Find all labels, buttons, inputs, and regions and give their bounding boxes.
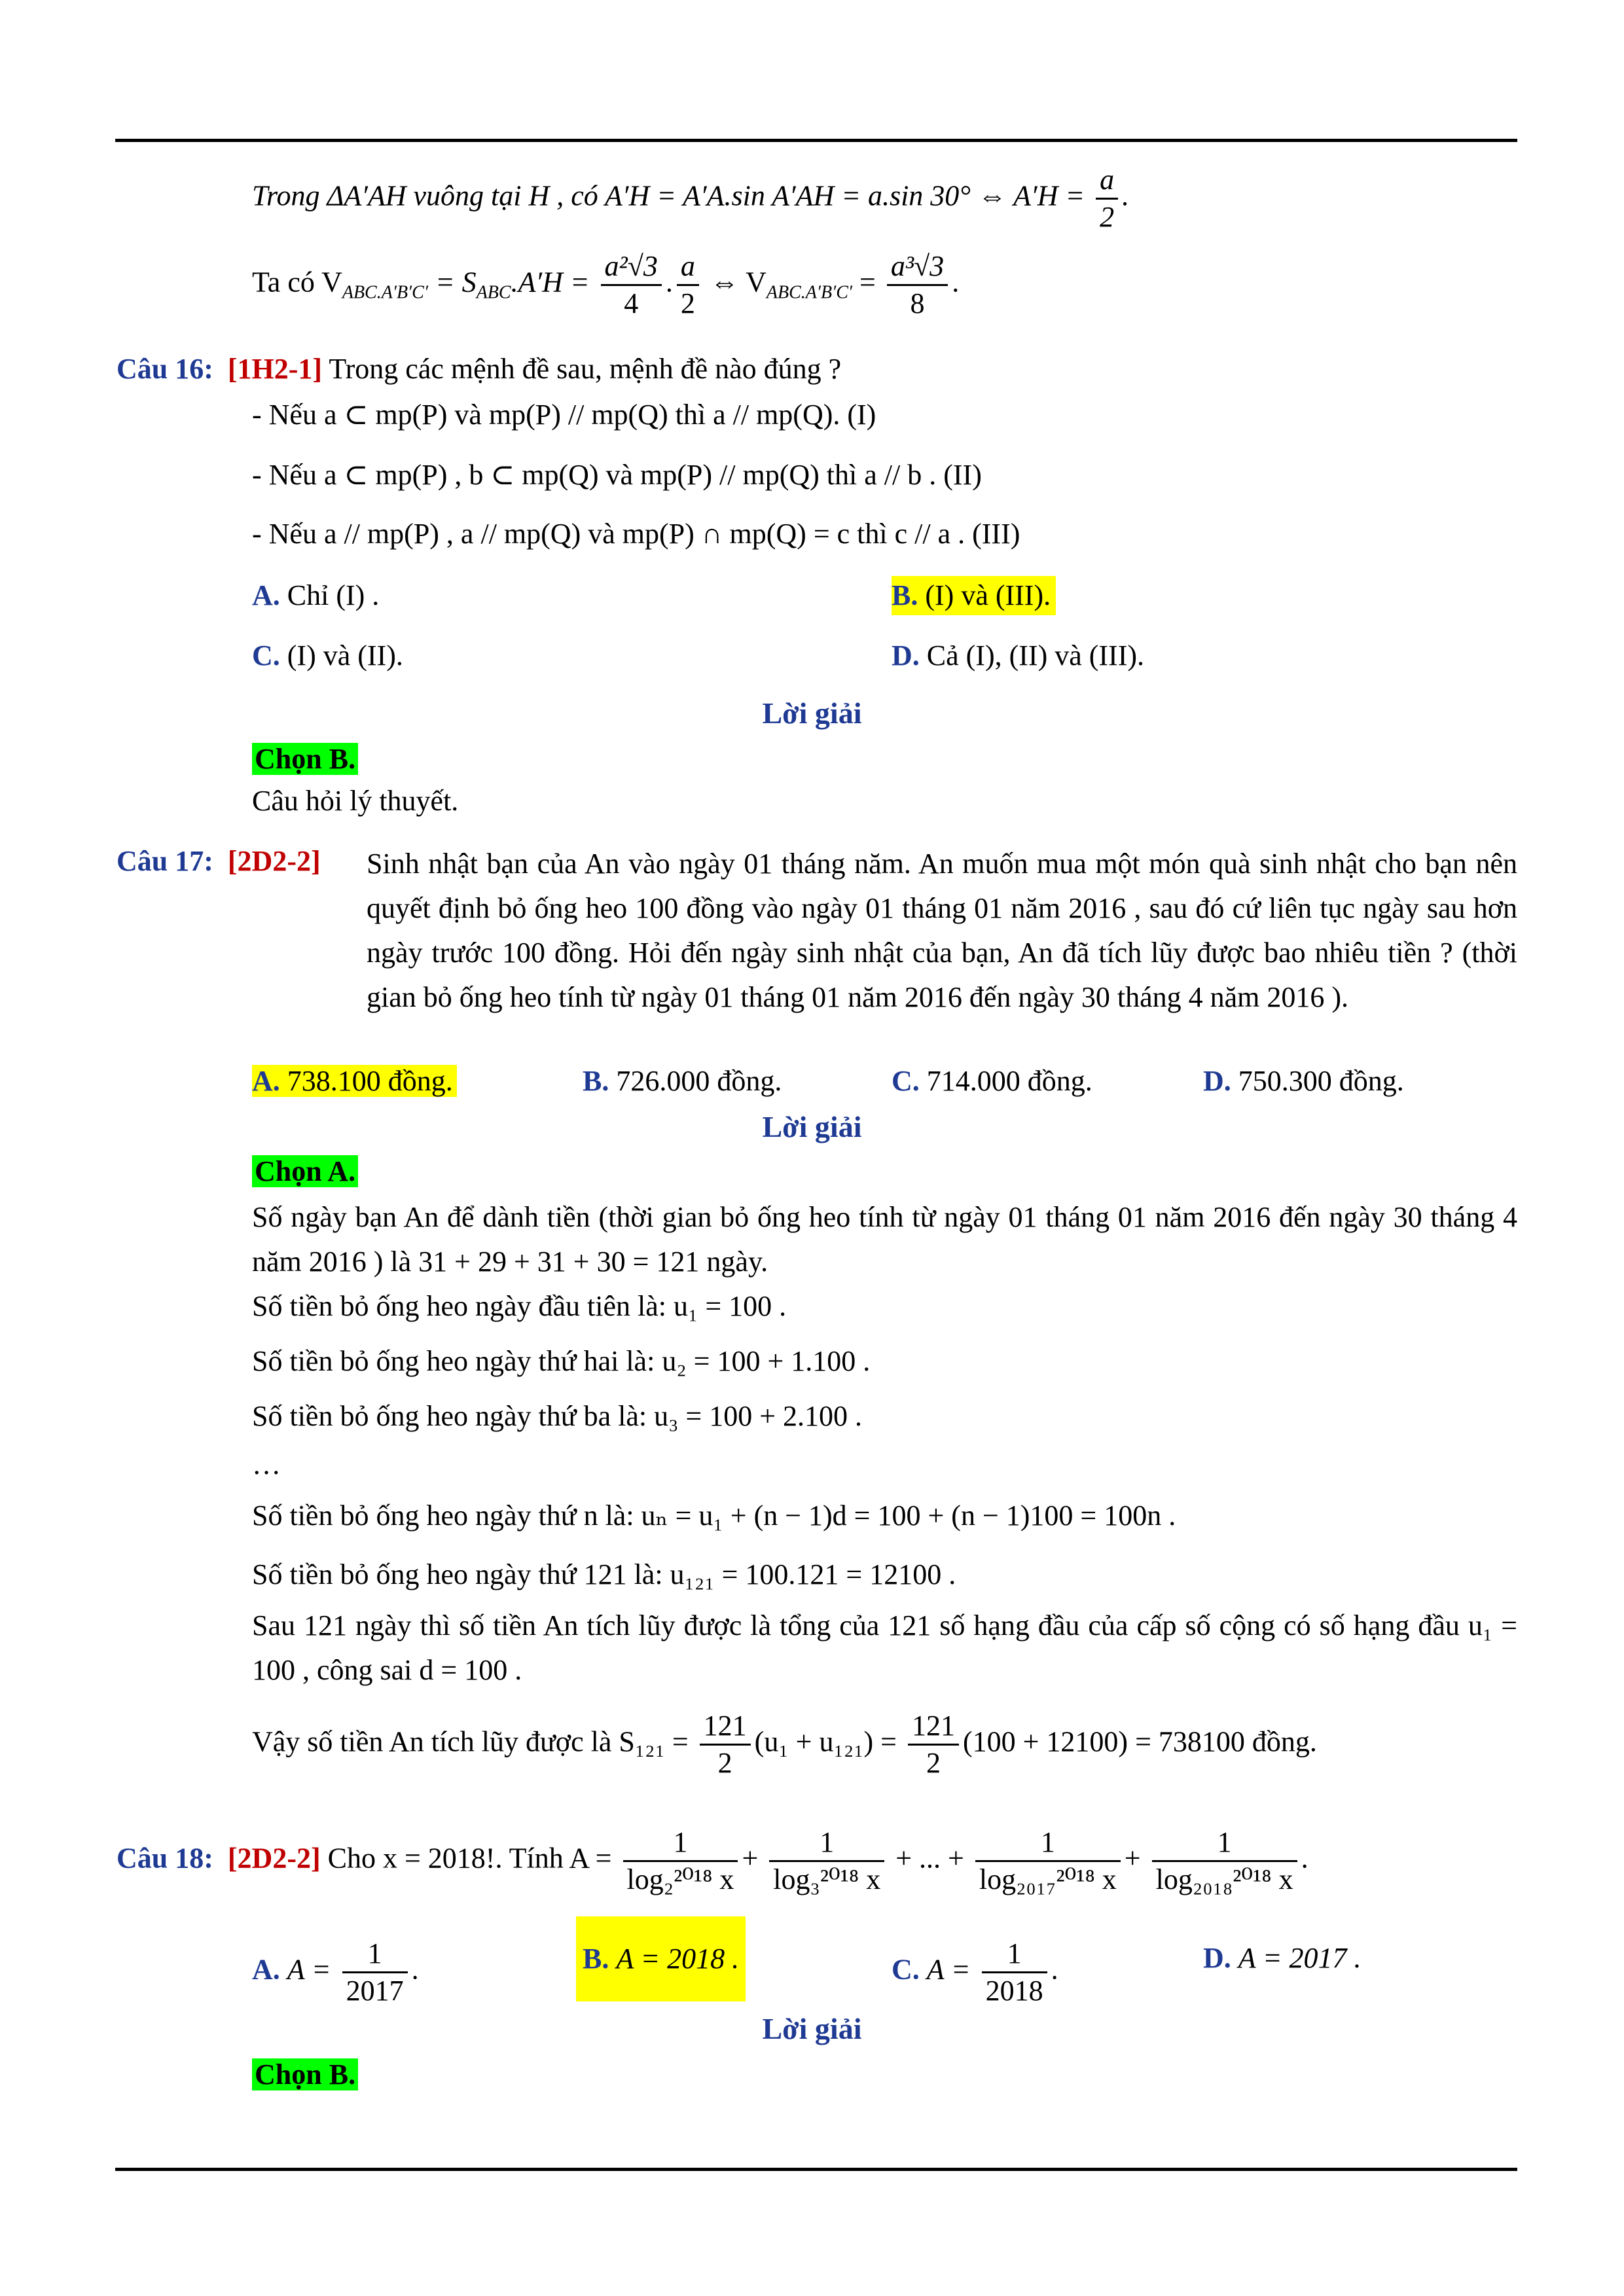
q16-choice: [252, 740, 358, 779]
q18-option-d-text: A = 2017 .: [1238, 1942, 1362, 1974]
q18-tag: [2D2-2]: [227, 1842, 321, 1874]
q16-option-b-text: (I) và (III).: [925, 579, 1051, 611]
q17-p9-num2: 121: [908, 1708, 959, 1746]
calc-line-1-text: Trong ΔA′AH vuông tại H , có A′H = A′A.sin A′AH = a.sin 30° ⇔ A′H =: [252, 179, 1085, 212]
calc-frac3-den: 8: [910, 287, 925, 319]
q18-option-b-text: A = 2018 .: [616, 1943, 740, 1975]
q17-solution-p6: Số tiền bỏ ống heo ngày thứ n là: uₙ = u₁ + (n − 1)d = 100 + (n − 1)100 = 100n .: [252, 1499, 1176, 1532]
q17-option-b-key: B.: [583, 1065, 609, 1097]
q17-solution-p2: Số tiền bỏ ống heo ngày đầu tiên là: u₁ = 100 .: [252, 1290, 787, 1322]
q17-label-line: [117, 842, 321, 881]
q18-solution-title: Lời giải: [762, 2012, 862, 2045]
q16-choice-text: Chọn B.: [252, 743, 358, 775]
q18-option-d-key: D.: [1203, 1942, 1231, 1974]
q17-solution-p8: Sau 121 ngày thì số tiền An tích lũy được là tổng của 121 số hạng đầu của cấp số cộng có số hạng đầu u₁ = 100 , công sai d = 100 .: [252, 1609, 1517, 1686]
q16-option-a-key: A.: [252, 579, 280, 611]
calc-line-1-num: a: [1096, 162, 1118, 200]
q16-option-d: [892, 636, 1144, 675]
q16-option-b: [892, 576, 1056, 615]
q17-option-b-text: 726.000 đồng.: [616, 1065, 782, 1097]
calc-line-2-sub1b: ABC.A′B′C′: [766, 282, 853, 303]
q16-statement-1: - Nếu a ⊂ mp(P) và mp(P) // mp(Q) thì a // mp(Q). (I): [252, 399, 876, 431]
q17-p9-mid: (u₁ + u₁₂₁) =: [754, 1725, 897, 1758]
calc-line-2: Ta có $V_{ABC.A'B'C'} = S_{ABC}.A'H$ = $\frac{\text{a²√3}}{4}$ . $\frac{a}{2}$ ⇔ $V_{ABC.A'B'C'}$ = $\frac{\text{a³√3}}{8}$ .: [252, 249, 959, 321]
calc-frac1-num: a²√3: [601, 249, 662, 286]
q17-option-d: [1203, 1062, 1404, 1101]
q16-tag: [1H2-1]: [227, 353, 323, 385]
q17-prompt: Sinh nhật bạn của An vào ngày 01 tháng năm. An muốn mua một món quà sinh nhật cho bạn nên quyết định bỏ ống heo 100 đồng vào ngày 01 tháng 01 năm 2016 , sau đó cứ liên tục ngày sau hơn ngày trước 100 đồng. Hỏi đến ngày sinh nhật của bạn, An đã tích lũy được bao nhiêu tiền ? (thời gian bỏ ống heo tính từ ngày 01 tháng 01 năm 2016 đến ngày 30 tháng 4 năm 2016 ).: [367, 848, 1517, 1013]
q16-option-c-key: C.: [252, 639, 280, 672]
header-rule: [115, 139, 1517, 142]
q17-tag: [2D2-2]: [227, 845, 321, 877]
q17-solution-p7: Số tiền bỏ ống heo ngày thứ 121 là: u₁₂₁ = 100.121 = 12100 .: [252, 1558, 956, 1590]
calc-line-2-sub1: ABC.A′B′C′: [342, 282, 428, 303]
q18-term2-num: 1: [769, 1825, 884, 1862]
q18-option-c-den: 2018: [985, 1975, 1043, 2007]
q18-option-d: [1203, 1939, 1362, 1978]
q16-option-c: [252, 636, 403, 675]
q16-statement-2: - Nếu a ⊂ mp(P) , b ⊂ mp(Q) và mp(P) // mp(Q) thì a // b . (II): [252, 459, 982, 491]
calc-line-1-den: 2: [1100, 201, 1115, 233]
q18-option-a-den: 2017: [346, 1975, 404, 2007]
q18-term4-num: 1: [1152, 1825, 1297, 1862]
q17-option-a-text: 738.100 đồng.: [287, 1065, 453, 1097]
calc-line-2-pre: Ta có V: [252, 266, 342, 298]
q18-prompt: Cho x = 2018!. Tính A =: [327, 1842, 612, 1874]
q18-term1-num: 1: [623, 1825, 738, 1862]
q18-option-a: A. A = $\frac{1}{2017}$ .: [252, 1936, 419, 2009]
q16-explanation: Câu hỏi lý thuyết.: [252, 785, 459, 817]
q17-option-a-key: A.: [252, 1065, 280, 1097]
q16-solution-title: Lời giải: [762, 696, 862, 730]
q18-option-c-num: 1: [982, 1936, 1047, 1973]
q17-solution-p1: Số ngày bạn An để dành tiền (thời gian bỏ ống heo tính từ ngày 01 tháng 01 năm 2016 đến ngày 30 tháng 4 năm 2016 ) là 31 + 29 + 31 + 30 = 121 ngày.: [252, 1201, 1517, 1278]
q18-choice: [252, 2055, 358, 2094]
q18-option-a-num: 1: [342, 1936, 408, 1973]
q18-choice-text: Chọn B.: [252, 2058, 358, 2090]
q18-option-b-key: B.: [583, 1943, 609, 1975]
calc-line-1: Trong ΔA′AH vuông tại H , có A′H = A′A.sin A′AH = a.sin 30° ⇔ A′H = $\frac{a}{2}$ .: [252, 162, 1129, 235]
q17-option-a: [252, 1062, 457, 1101]
q17-p9-num1: 121: [700, 1708, 751, 1746]
q17-label: Câu 17:: [117, 845, 213, 877]
q17-p9-den2: 2: [926, 1747, 941, 1779]
q17-p9-den1: 2: [717, 1747, 732, 1779]
q17-option-c-key: C.: [892, 1065, 920, 1097]
q16-label: Câu 16:: [117, 353, 213, 385]
q16-option-d-text: Cả (I), (II) và (III).: [926, 639, 1145, 672]
q18-term2-den: log₃²⁰¹⁸ x: [773, 1863, 881, 1895]
calc-frac1-den: 4: [624, 287, 639, 319]
q17-solution-p9: [252, 1708, 1317, 1781]
q18-header: Câu 18: [2D2-2] Cho x = 2018!. Tính A = $\frac{1}{\text{log₂²⁰¹⁸ x}}$ + $\frac{1}{\text{log₃²⁰¹⁸ x}}$ + ... + $\frac{1}{\text{log₂₀₁₇²⁰¹⁸ x}}$ + $\frac{1}{\text{log₂₀₁₈²⁰¹⁸ x}}$ .: [117, 1825, 1308, 1897]
q18-term3-num: 1: [975, 1825, 1121, 1862]
q16-option-b-key: B.: [892, 579, 918, 611]
q17-p9-pre: Vậy số tiền An tích lũy được là S₁₂₁ =: [252, 1725, 689, 1758]
q18-term4-den: log₂₀₁₈²⁰¹⁸ x: [1155, 1863, 1293, 1895]
q16-option-c-text: (I) và (II).: [287, 639, 403, 672]
calc-line-2-mid2: .A′H =: [511, 266, 590, 298]
q17-solution-p5: …: [252, 1448, 281, 1480]
q17-choice-text: Chọn A.: [252, 1155, 358, 1187]
calc-frac2-num: a: [677, 249, 699, 286]
q16-option-a: [252, 576, 379, 615]
q17-option-d-key: D.: [1203, 1065, 1231, 1097]
q17-solution-p3: Số tiền bỏ ống heo ngày thứ hai là: u₂ = 100 + 1.100 .: [252, 1345, 871, 1377]
q18-option-b: [576, 1916, 746, 2001]
q18-option-a-key: A.: [252, 1953, 280, 1986]
q18-term3-den: log₂₀₁₇²⁰¹⁸ x: [979, 1863, 1117, 1895]
calc-frac2-den: 2: [680, 287, 695, 319]
calc-line-2-sub2: ABC: [476, 282, 511, 303]
q17-solution-title: Lời giải: [762, 1110, 862, 1143]
q18-label: Câu 18:: [117, 1842, 213, 1874]
q18-dots: + ... +: [895, 1842, 964, 1874]
q18-option-a-pre: A =: [287, 1953, 331, 1986]
calc-line-2-equiv: ⇔ V: [710, 266, 767, 298]
q16-option-d-key: D.: [892, 639, 920, 672]
q17-option-c: [892, 1062, 1092, 1101]
q18-option-c-key: C.: [892, 1953, 920, 1986]
q17-choice: [252, 1152, 358, 1191]
q17-p9-post: (100 + 12100) = 738100 đồng.: [962, 1725, 1317, 1758]
footer-rule: [115, 2168, 1517, 2171]
q16-statement-3: - Nếu a // mp(P) , a // mp(Q) và mp(P) ∩ mp(Q) = c thì c // a . (III): [252, 518, 1020, 550]
q18-option-c-pre: A =: [926, 1953, 971, 1986]
q18-option-c: C. A = $\frac{1}{2018}$ .: [892, 1936, 1058, 2009]
calc-frac3-num: a³√3: [887, 249, 948, 286]
q16-prompt: Trong các mệnh đề sau, mệnh đề nào đúng ?: [329, 353, 842, 385]
q17-option-c-text: 714.000 đồng.: [926, 1065, 1092, 1097]
q17-solution-p4: Số tiền bỏ ống heo ngày thứ ba là: u₃ = 100 + 2.100 .: [252, 1400, 863, 1432]
q16-header: [117, 350, 841, 389]
q18-term1-den: log₂²⁰¹⁸ x: [626, 1863, 734, 1895]
q16-option-a-text: Chỉ (I) .: [287, 579, 380, 611]
calc-line-2-mid: = S: [427, 266, 477, 298]
q17-option-d-text: 750.300 đồng.: [1238, 1065, 1404, 1097]
q17-option-b: [583, 1062, 782, 1101]
